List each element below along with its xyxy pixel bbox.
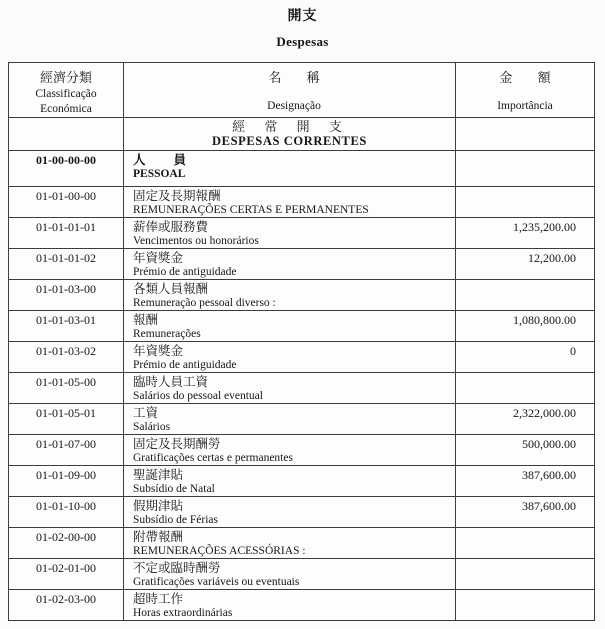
designation-cell [124,497,456,527]
designation-pt: Prémio de antiguidade [133,359,237,371]
designation-zh: 各類人員報酬 [133,281,209,296]
designation-zh: 年資獎金 [133,343,184,358]
designation-pt: Remuneração pessoal diverso : [133,297,276,309]
designation-cell [124,311,456,341]
section-title-zh: 經 常 開 支 [232,119,347,134]
designation-cell [124,435,456,465]
code-cell: 01-01-05-01 [9,404,124,434]
amount-cell: 12,200.00 [528,251,576,265]
table-row [9,403,594,434]
amount-cell: 2,322,000.00 [513,406,576,420]
designation-pt: REMUNERAÇÕES ACESSÓRIAS : [133,545,306,557]
code-cell: 01-02-03-00 [9,590,124,620]
header-classification-pt2: Económica [40,103,92,115]
code-cell: 01-01-10-00 [9,497,124,527]
designation-cell [124,187,456,217]
table-row [9,434,594,465]
designation-cell [124,404,456,434]
designation-zh: 固定及長期酬勞 [133,436,221,451]
section-row-despesas-correntes [9,117,594,150]
designation-pt: Prémio de antiguidade [133,266,237,278]
header-amount [456,63,594,117]
expenses-table [8,62,595,621]
designation-pt: Subsídio de Natal [133,483,215,495]
designation-pt: Gratificações variáveis ou eventuais [133,576,300,588]
header-classification-pt1: Classificação [35,88,97,100]
designation-cell [124,466,456,496]
amount-cell [456,559,594,589]
code-cell: 01-01-03-01 [9,311,124,341]
designation-pt: Horas extraordinárias [133,607,233,619]
amount-cell [456,187,594,217]
amount-cell [456,151,594,186]
designation-zh: 臨時人員工資 [133,374,209,389]
amount-cell: 1,080,800.00 [513,313,576,327]
code-cell: 01-01-07-00 [9,435,124,465]
designation-zh: 不定或臨時酬勞 [133,560,221,575]
designation-cell [124,151,456,186]
amount-cell: 500,000.00 [522,437,576,451]
section-title-cell [124,118,456,150]
amount-cell [456,528,594,558]
code-cell: 01-01-03-00 [9,280,124,310]
table-row [9,527,594,558]
designation-pt: Salários [133,421,171,433]
code-cell: 01-01-05-00 [9,373,124,403]
designation-cell [124,280,456,310]
page-title-pt: Despesas [276,34,329,49]
code-cell: 01-01-00-00 [9,187,124,217]
designation-zh: 年資獎金 [133,250,184,265]
designation-cell [124,342,456,372]
table-row [9,465,594,496]
code-cell: 01-01-01-02 [9,249,124,279]
amount-cell [456,373,594,403]
table-row [9,558,594,589]
table-row [9,150,594,186]
amount-cell: 1,235,200.00 [513,220,576,234]
table-row [9,217,594,248]
designation-zh: 固定及長期報酬 [133,188,221,203]
designation-pt: Salários do pessoal eventual [133,390,263,402]
table-row [9,186,594,217]
designation-cell [124,373,456,403]
code-cell: 01-00-00-00 [9,151,124,186]
section-code-cell [9,118,124,150]
designation-zh: 人 員 [133,152,188,167]
designation-pt: REMUNERAÇÕES CERTAS E PERMANENTES [133,204,369,216]
amount-cell [456,590,594,620]
header-designation-zh: 名 稱 [268,70,320,85]
designation-pt: Subsídio de Férias [133,514,218,526]
code-cell: 01-01-03-02 [9,342,124,372]
table-row [9,589,594,620]
table-row [9,310,594,341]
section-amount-cell [456,118,594,150]
header-designation-pt: Designação [267,100,321,112]
designation-zh: 工資 [133,405,159,420]
designation-zh: 附帶報酬 [133,529,184,544]
amount-cell: 387,600.00 [522,468,576,482]
header-classification-zh: 經濟分類 [39,70,92,85]
header-amount-pt: Importância [497,100,553,112]
code-cell: 01-02-01-00 [9,559,124,589]
table-row [9,341,594,372]
amount-cell: 387,600.00 [522,499,576,513]
table-row [9,496,594,527]
designation-cell [124,249,456,279]
designation-cell [124,590,456,620]
code-cell: 01-01-09-00 [9,466,124,496]
designation-zh: 聖誕津貼 [133,467,184,482]
code-cell: 01-01-01-01 [9,218,124,248]
designation-cell [124,528,456,558]
header-classification [9,63,124,117]
designation-pt: Gratificações certas e permanentes [133,452,293,464]
page-title-zh: 開支 [287,8,318,24]
designation-zh: 假期津貼 [133,498,184,513]
designation-cell [124,218,456,248]
header-designation [124,63,456,117]
designation-zh: 超時工作 [133,591,184,606]
designation-zh: 報酬 [133,312,159,327]
code-cell: 01-02-00-00 [9,528,124,558]
designation-zh: 薪俸或服務費 [133,219,209,234]
amount-cell: 0 [570,344,576,358]
designation-pt: PESSOAL [133,168,186,180]
designation-pt: Remunerações [133,328,201,340]
table-row [9,248,594,279]
document-header [0,0,605,50]
table-row [9,372,594,403]
designation-cell [124,559,456,589]
header-amount-zh: 金 額 [499,70,551,85]
table-row [9,279,594,310]
section-title-pt: DESPESAS CORRENTES [212,134,367,148]
table-header-row [9,63,594,117]
designation-pt: Vencimentos ou honorários [133,235,259,247]
amount-cell [456,280,594,310]
